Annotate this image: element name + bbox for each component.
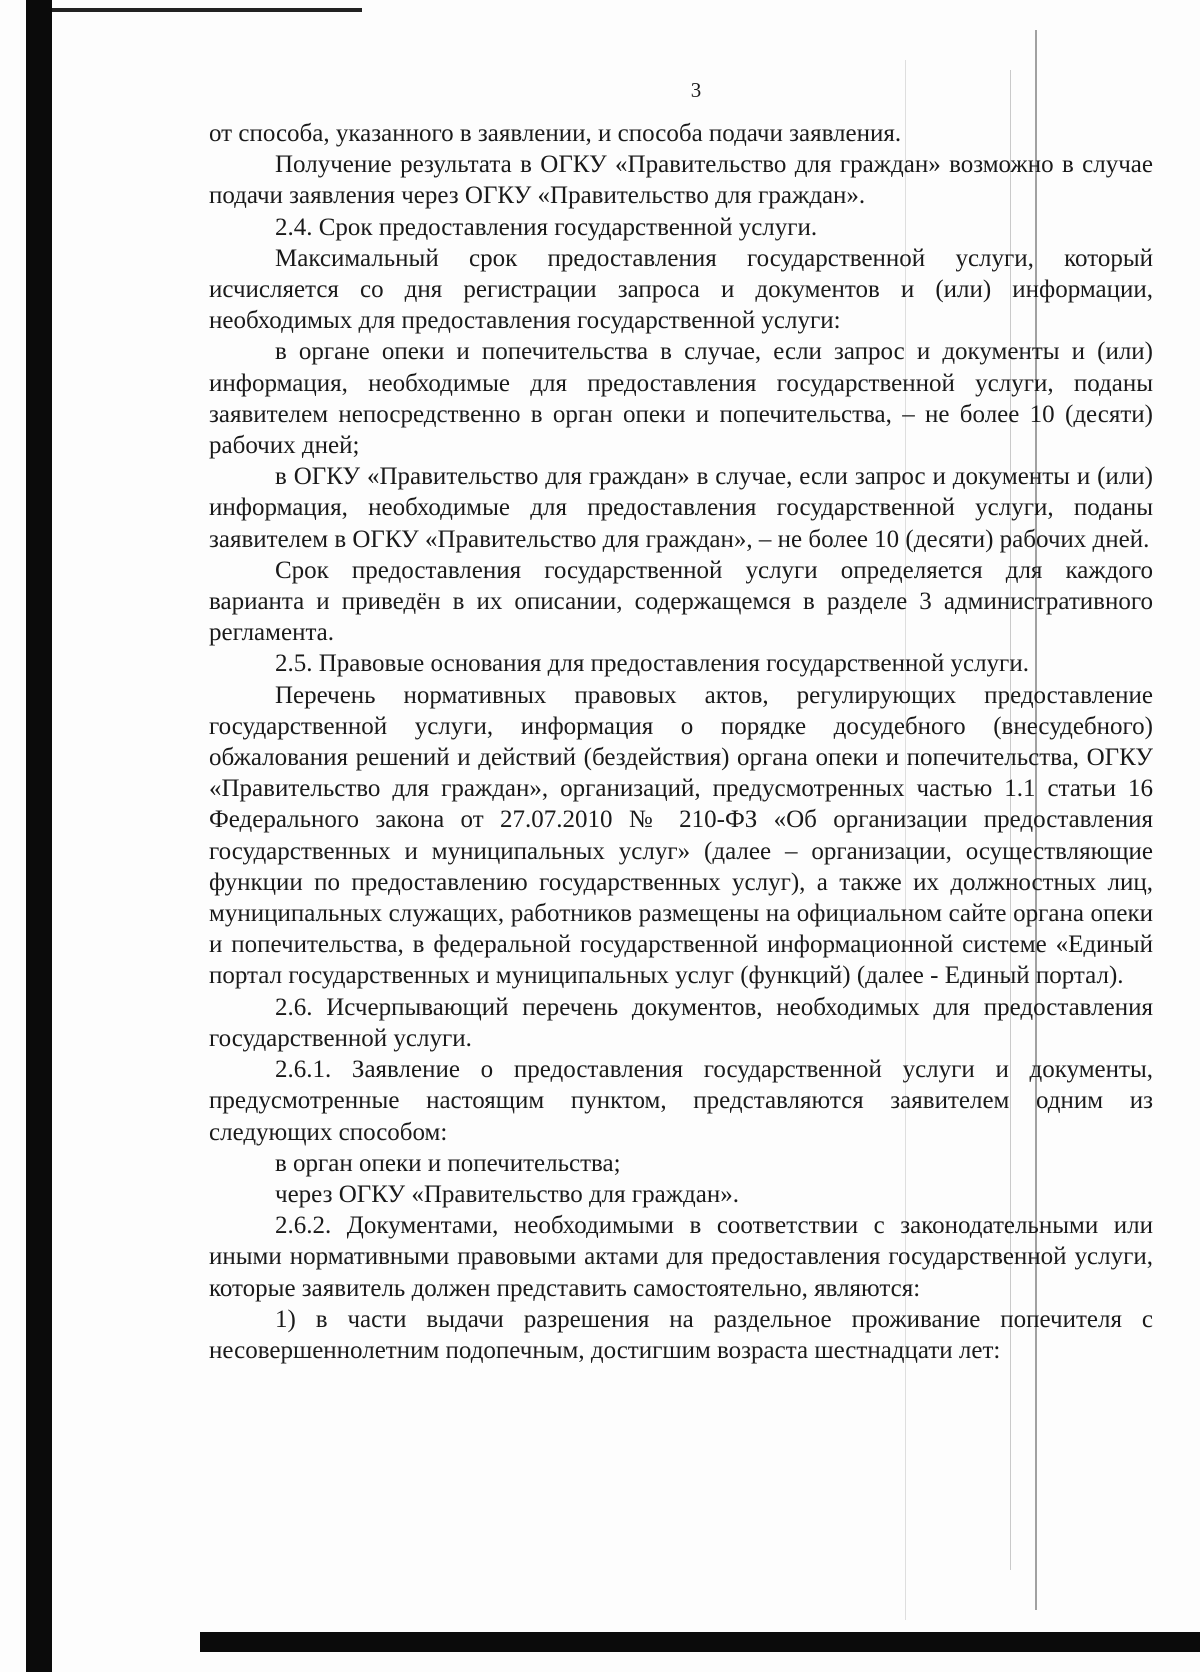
paragraph: 1) в части выдачи разрешения на раздельное проживание попечителя с несовершеннолетним подопечным, достигшим возраста шестнадцати лет: (209, 1305, 1153, 1364)
paragraph: в органе опеки и попечительства в случае, если запрос и документы и (или) информация, необходимые для предоставления государственной услуги, поданы заявителем непосредственно в орган опеки и попечительства, – не более 10 (десяти) рабочих дней; (209, 338, 1153, 460)
paragraph: 2.6. Исчерпывающий перечень документов, необходимых для предоставления государственной услуги. (209, 993, 1153, 1052)
paragraph: Срок предоставления государственной услуги определяется для каждого варианта и приведён в их описании, содержащемся в разделе 3 административного регламента. (209, 556, 1153, 647)
paragraph: 2.6.1. Заявление о предоставления государственной услуги и документы, предусмотренные настоящим пунктом, представляются заявителем одним из следующих способом: (209, 1056, 1153, 1146)
paragraph: 2.4. Срок предоставления государственной услуги. (275, 213, 818, 241)
paragraph: Перечень нормативных правовых актов, регулирующих предоставление государственной услуги, информация о порядке досудебного (внесудебного) обжалования решений и действий (бездействия) органа опеки и попечительства, ОГКУ «Правительство для граждан», организаций, предусмотренных частью 1.1 статьи 16 Федерального закона от 27.07.2010 № 210-ФЗ «Об организации предоставления государственных и муниципальных услуг» (далее – организации, осуществляющие функции по предоставлению государственных услуг), а также их должностных лиц, муниципальных служащих, работников размещены на официальном сайте органа опеки и попечительства, в федеральной государственной информационной системе «Единый портал государственных и муниципальных услуг (функций) (далее - Единый портал). (209, 681, 1153, 990)
paragraph: в ОГКУ «Правительство для граждан» в случае, если запрос и документы и (или) информация, необходимые для предоставления государственной услуги, поданы заявителем в ОГКУ «Правительство для граждан», – не более 10 (десяти) рабочих дней. (209, 463, 1153, 553)
paragraph: Получение результата в ОГКУ «Правительство для граждан» возможно в случае подачи заявления через ОГКУ «Правительство для граждан». (209, 151, 1153, 210)
paragraph: через ОГКУ «Правительство для граждан». (275, 1180, 739, 1208)
paragraph: 2.5. Правовые основания для предоставления государственной услуги. (275, 650, 1029, 678)
scan-edge-bottom (200, 1632, 1200, 1652)
document-body (209, 62, 1153, 1366)
scan-edge-left (26, 0, 52, 1672)
paragraph: от способа, указанного в заявлении, и способа подачи заявления. (209, 120, 902, 147)
paragraph-list (209, 118, 1153, 1366)
scan-mark-top (52, 8, 362, 12)
paragraph: 2.6.2. Документами, необходимыми в соответствии с законодательными или иными нормативными правовыми актами для предоставления государственной услуги, которые заявитель должен представить самостоятельно, являются: (209, 1212, 1153, 1302)
page-number: 3 (690, 78, 702, 102)
paragraph: в орган опеки и попечительства; (275, 1149, 621, 1177)
paragraph: Максимальный срок предоставления государственной услуги, который исчисляется со дня регистрации запроса и документов и (или) информации, необходимых для предоставления государственной услуги: (209, 244, 1153, 335)
